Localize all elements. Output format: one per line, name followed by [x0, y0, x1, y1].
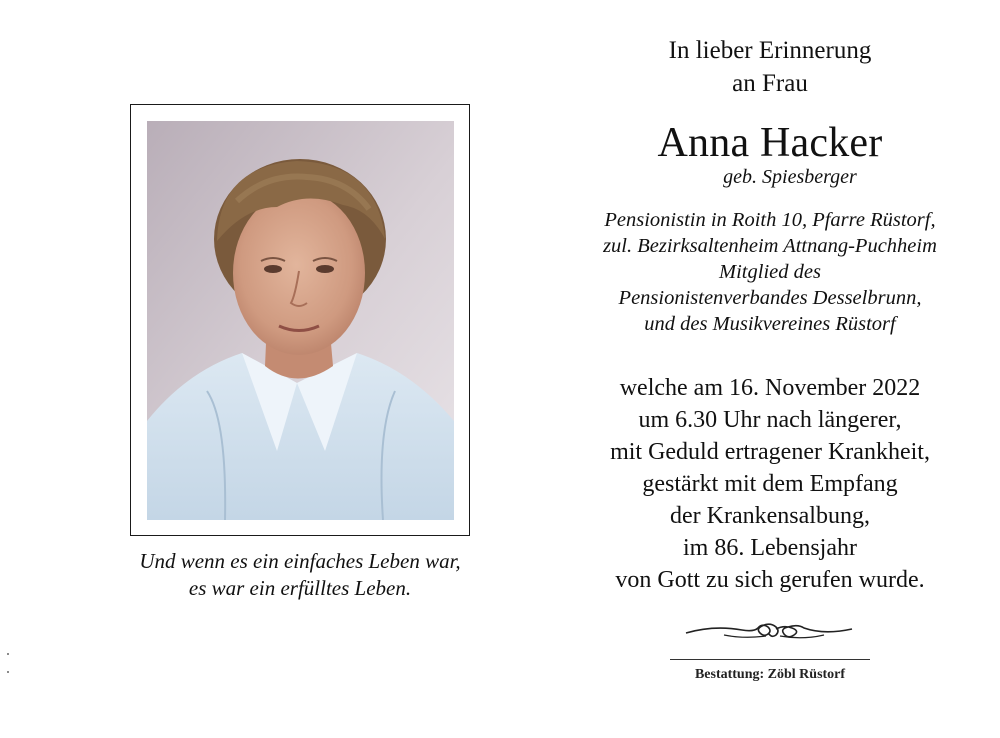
flourish-ornament-icon	[684, 619, 854, 643]
announcement-line: um 6.30 Uhr nach längerer,	[638, 407, 902, 433]
portrait-photo-frame	[130, 104, 470, 536]
announcement-line: im 86. Lebensjahr	[683, 535, 857, 561]
bio-line: Pensionistenverbandes Desselbrunn,	[618, 287, 922, 309]
bio-line: und des Musikvereines Rüstorf	[644, 313, 896, 335]
caption-line: es war ein erfülltes Leben.	[188, 576, 412, 600]
caption-line: Und wenn es ein einfaches Leben war,	[139, 549, 461, 573]
announcement-line: gestärkt mit dem Empfang	[642, 471, 898, 497]
intro-line: In lieber Erinnerung	[668, 37, 872, 64]
announcement-line: mit Geduld ertragener Krankheit,	[610, 439, 930, 465]
bio-line: Mitglied des	[719, 261, 821, 283]
intro-text	[545, 34, 995, 100]
scan-speck-marks	[6, 640, 10, 680]
announcement-line: der Krankensalbung,	[670, 503, 870, 529]
bio-line: zul. Bezirksaltenheim Attnang-Puchheim	[603, 235, 937, 257]
deceased-name: Anna Hacker	[657, 120, 883, 166]
bio-line: Pensionistin in Roith 10, Pfarre Rüstorf,	[604, 209, 936, 231]
announcement-line: von Gott zu sich gerufen wurde.	[615, 567, 925, 593]
divider-line	[670, 659, 870, 660]
photo-caption	[90, 548, 510, 602]
intro-line: an Frau	[732, 70, 808, 97]
death-announcement	[545, 372, 995, 596]
announcement-line: welche am 16. November 2022	[619, 375, 921, 401]
birth-name: geb. Spiesberger	[723, 166, 857, 188]
biography	[545, 207, 995, 337]
funeral-home: Bestattung: Zöbl Rüstorf	[694, 667, 846, 682]
portrait-photo	[147, 121, 454, 520]
